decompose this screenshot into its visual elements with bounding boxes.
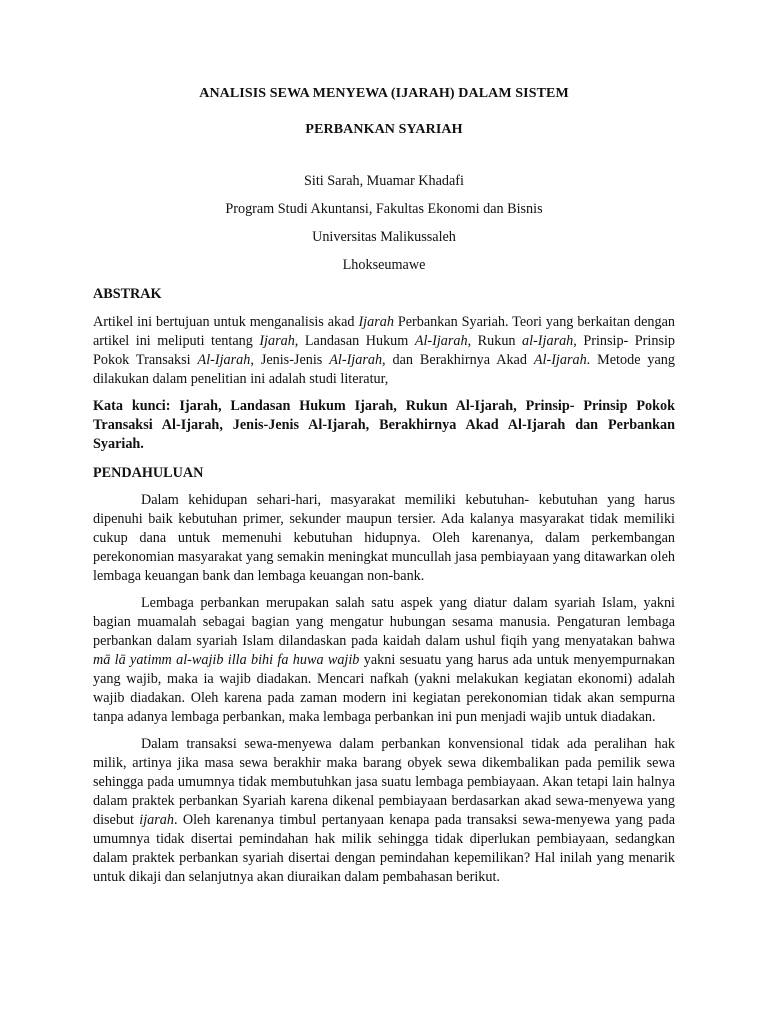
university: Universitas Malikussaleh [312, 229, 456, 245]
abstract-heading: ABSTRAK [93, 286, 162, 302]
city: Lhokseumawe [342, 257, 426, 273]
intro-paragraph-3: Dalam transaksi sewa-menyewa dalam perbankan konvensional tidak ada peralihan hak milik, artinya jika masa sewa berakhir maka barang obyek sewa dikembalikan pada pemilik sewa sehingga pada umumnya tidak membutuhkan jasa suatu lembaga pembiayaan. Akan tetapi lain halnya dalam praktek perbankan Syariah karena dikenal pembiayaan berdasarkan akad sewa-menyewa yang disebut ijarah. Oleh karenanya timbul pertanyaan kenapa pada transaksi sewa-menyewa yang pada umumnya tidak disertai pemindahan hak milik sehingga tidak diperlukan pembiayaan, sedangkan dalam praktek perbankan syariah disertai dengan pemindahan kepemilikan? Hal inilah yang menarik untuk dikaji dan selanjutnya akan diuraikan dalam pembahasan berikut. [93, 736, 675, 885]
paper-title-line-1: ANALISIS SEWA MENYEWA (IJARAH) DALAM SISTEM [199, 86, 569, 101]
abstract-text: Artikel ini bertujuan untuk menganalisis akad Ijarah Perbankan Syariah. Teori yang berkaitan dengan artikel ini meliputi tentang Ijarah, Landasan Hukum Al-Ijarah, Rukun al-Ijarah, Prinsip- Prinsip Pokok Transaksi Al-Ijarah, Jenis-Jenis Al-Ijarah, dan Berakhirnya Akad Al-Ijarah. Metode yang dilakukan dalam penelitian ini adalah studi literatur, [93, 314, 675, 387]
intro-heading: PENDAHULUAN [93, 465, 204, 481]
intro-paragraph-2: Lembaga perbankan merupakan salah satu aspek yang diatur dalam syariah Islam, yakni bagian muamalah sebagai bagian yang mengatur hubungan sesama manusia. Pengaturan lembaga perbankan dalam syariah Islam dilandaskan pada kaidah dalam ushul fiqih yang menyatakan bahwa mā lā yatimm al-wajib illa bihi fa huwa wajib yakni sesuatu yang harus ada untuk menyempurnakan yang wajib, maka ia wajib diadakan. Mencari nafkah (yakni melakukan kegiatan ekonomi) adalah wajib diadakan. Oleh karena pada zaman modern ini kegiatan perekonomian tidak akan sempurna tanpa adanya lembaga perbankan, maka lembaga perbankan ini pun menjadi wajib untuk diadakan. [93, 595, 675, 725]
keywords: Kata kunci: Ijarah, Landasan Hukum Ijarah, Rukun Al-Ijarah, Prinsip- Prinsip Pokok Transaksi Al-Ijarah, Jenis-Jenis Al-Ijarah, Berakhirnya Akad Al-Ijarah dan Perbankan Syariah. [93, 398, 675, 452]
paper-title-line-2: PERBANKAN SYARIAH [305, 122, 463, 137]
affiliation: Program Studi Akuntansi, Fakultas Ekonomi dan Bisnis [225, 201, 543, 217]
authors: Siti Sarah, Muamar Khadafi [304, 173, 464, 189]
intro-paragraph-1: Dalam kehidupan sehari-hari, masyarakat memiliki kebutuhan- kebutuhan yang harus dipenuhi baik kebutuhan primer, sekunder maupun tersier. Ada kalanya masyarakat tidak memiliki cukup dana untuk memenuhi kebutuhan hidupnya. Oleh karenanya, dalam perkembangan perekonomian masyarakat yang semakin meningkat muncullah jasa pembiayaan yang ditawarkan oleh lembaga keuangan bank dan lembaga keuangan non-bank. [93, 492, 675, 584]
document-page [93, 84, 675, 887]
